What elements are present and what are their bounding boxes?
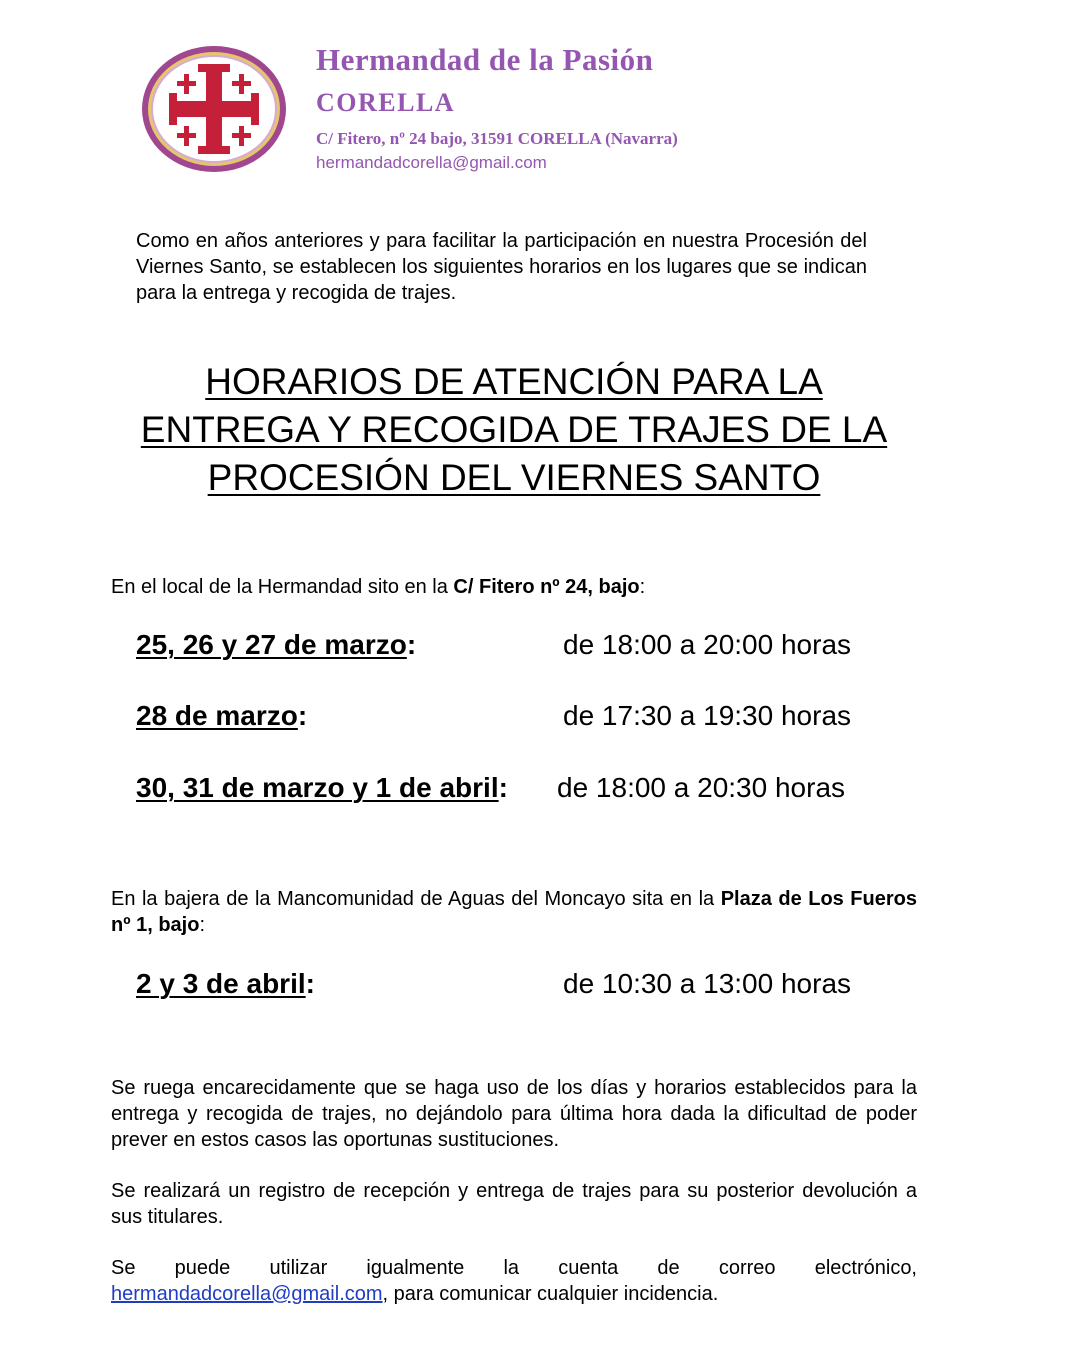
schedule-colon: : — [498, 772, 508, 803]
schedule-colon: : — [406, 629, 417, 660]
title-line-1: HORARIOS DE ATENCIÓN PARA LA — [205, 361, 823, 402]
location-2-suffix: : — [199, 914, 205, 936]
org-name: Hermandad de la Pasión — [316, 42, 654, 77]
title-line-3: PROCESIÓN DEL VIERNES SANTO — [207, 457, 821, 498]
schedule-date — [136, 700, 307, 732]
note-3-suffix: , para comunicar cualquier incidencia. — [382, 1283, 719, 1305]
schedule-time: de 10:30 a 13:00 horas — [563, 968, 852, 999]
location-2-intro — [111, 886, 917, 938]
location-1-prefix: En el local de la Hermandad sito en la — [111, 576, 454, 598]
org-email: hermandadcorella@gmail.com — [316, 153, 547, 172]
schedule-date-text: 2 y 3 de abril — [136, 968, 306, 999]
org-city: CORELLA — [316, 88, 456, 117]
schedule-date — [136, 772, 508, 804]
page-title — [100, 358, 928, 502]
schedule-colon: : — [297, 700, 308, 731]
schedule-time: de 18:00 a 20:30 horas — [557, 772, 846, 803]
schedule-date-text: 28 de marzo — [136, 700, 298, 731]
schedule-date — [136, 968, 315, 1000]
note-paragraph-3 — [111, 1255, 917, 1307]
schedule-colon: : — [305, 968, 315, 999]
location-1-place: C/ Fitero nº 24, bajo — [453, 576, 640, 598]
note-paragraph-2: Se realizará un registro de recepción y entrega de trajes para su posterior devolución a sus titulares. — [111, 1180, 917, 1228]
location-2-prefix: En la bajera de la Mancomunidad de Aguas del Moncayo sita en la — [111, 888, 721, 910]
jerusalem-cross-icon — [140, 44, 288, 174]
note-3-prefix: Se puede utilizar igualmente la cuenta de correo electrónico, — [111, 1257, 917, 1279]
schedule-time: de 18:00 a 20:00 horas — [563, 629, 852, 660]
location-1-intro — [111, 574, 917, 600]
schedule-date-text: 30, 31 de marzo y 1 de abril — [136, 772, 499, 803]
location-2-place: Plaza de Los Fueros nº 1, bajo — [111, 888, 917, 936]
location-1-suffix: : — [639, 576, 646, 598]
intro-paragraph: Como en años anteriores y para facilitar la participación en nuestra Procesión del Viernes Santo, se establecen los siguientes horarios en los lugares que se indican para la entrega y recogida de trajes. — [136, 230, 867, 304]
email-link[interactable]: hermandadcorella@gmail.com — [111, 1283, 383, 1305]
org-address: C/ Fitero, nº 24 bajo, 31591 CORELLA (Navarra) — [316, 129, 678, 148]
schedule-time: de 17:30 a 19:30 horas — [563, 700, 852, 731]
schedule-date — [136, 629, 416, 661]
title-line-2: ENTREGA Y RECOGIDA DE TRAJES DE LA — [140, 409, 888, 450]
schedule-date-text: 25, 26 y 27 de marzo — [136, 629, 407, 660]
note-paragraph-1: Se ruega encarecidamente que se haga uso de los días y horarios establecidos para la entrega y recogida de trajes, no dejándolo para última hora dada la dificultad de poder prever en estos casos las oportunas sustituciones. — [111, 1077, 917, 1151]
